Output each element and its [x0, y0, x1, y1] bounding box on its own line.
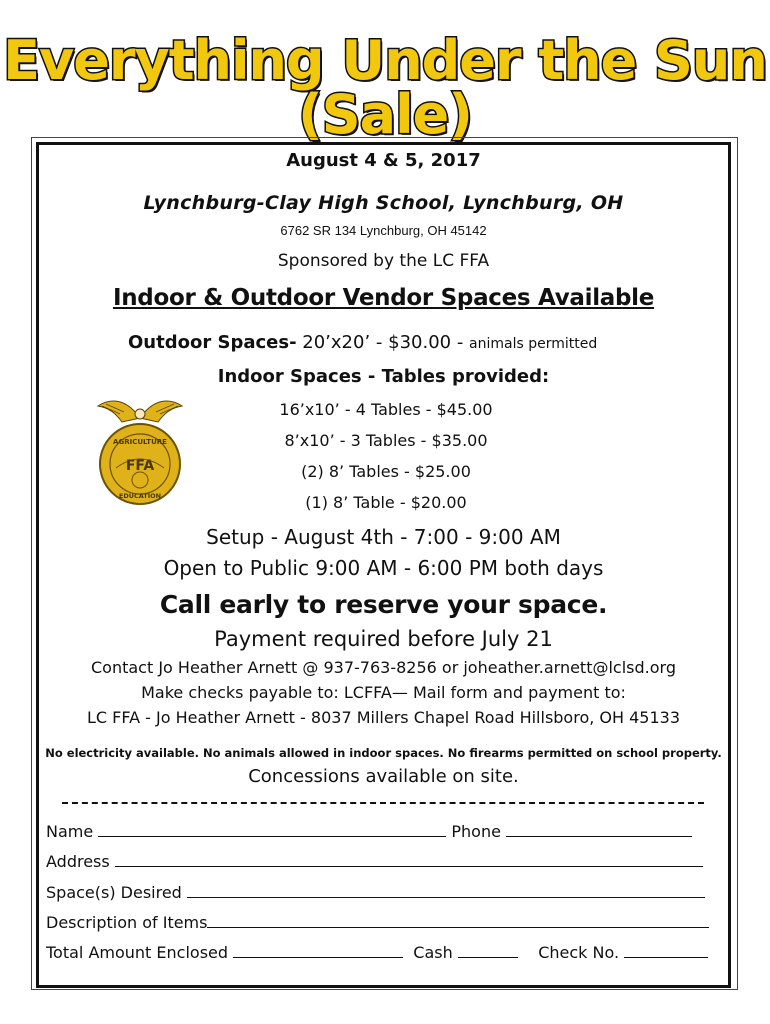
vendor-heading: Indoor & Outdoor Vendor Spaces Available [112, 285, 655, 311]
event-school: Lynchburg-Clay High School, Lynchburg, OH [143, 192, 624, 214]
emblem-bottom-text: EDUCATION [118, 492, 162, 500]
emblem-center-text: FFA [125, 458, 155, 474]
table-option: 16’x10’ - 4 Tables - $45.00 [279, 400, 493, 419]
form-row-total [46, 943, 708, 962]
phone-field[interactable] [506, 822, 692, 837]
name-field[interactable] [98, 822, 446, 837]
headline-title: Everything Under the Sun (Sale) [3, 29, 767, 146]
indoor-heading: Indoor Spaces - Tables provided: [217, 366, 550, 387]
rules-warning: No electricity available. No animals allowed in indoor spaces. No firearms permitted on school property. [45, 746, 722, 760]
ffa-emblem-icon [96, 392, 184, 512]
outdoor-spaces [128, 332, 597, 353]
mail-address: LC FFA - Jo Heather Arnett - 8037 Millers Chapel Road Hillsboro, OH 45133 [86, 708, 681, 727]
check-field[interactable] [624, 943, 708, 958]
emblem-top-text: AGRICULTURE [113, 438, 167, 446]
outdoor-note: animals permitted [469, 336, 598, 352]
event-sponsor: Sponsored by the LC FFA [277, 251, 490, 271]
table-option: 8’x10’ - 3 Tables - $35.00 [284, 431, 488, 450]
open-hours: Open to Public 9:00 AM - 6:00 PM both days [163, 556, 604, 580]
cut-line [62, 802, 704, 804]
spaces-label: Space(s) Desired [46, 883, 182, 902]
form-row-description [46, 913, 709, 932]
table-option: (1) 8’ Table - $20.00 [305, 493, 467, 512]
cash-field[interactable] [458, 943, 518, 958]
payment-deadline: Payment required before July 21 [214, 627, 553, 651]
total-field[interactable] [233, 943, 403, 958]
form-row-spaces [46, 883, 705, 902]
name-label: Name [46, 822, 94, 841]
event-date: August 4 & 5, 2017 [286, 150, 481, 171]
form-row-address [46, 852, 703, 871]
form-row-name [46, 822, 692, 841]
spaces-field[interactable] [187, 883, 705, 898]
address-field[interactable] [115, 852, 703, 867]
address-label: Address [46, 852, 110, 871]
checks-info: Make checks payable to: LCFFA— Mail form and payment to: [141, 683, 626, 702]
table-option: (2) 8’ Tables - $25.00 [301, 462, 471, 481]
outdoor-label: Outdoor Spaces- [128, 332, 297, 353]
description-label: Description of Items [46, 913, 208, 932]
concessions-note: Concessions available on site. [248, 766, 519, 787]
contact-info: Contact Jo Heather Arnett @ 937-763-8256 or joheather.arnett@lclsd.org [91, 658, 676, 677]
phone-label: Phone [451, 822, 501, 841]
check-label: Check No. [538, 943, 620, 962]
event-address: 6762 SR 134 Lynchburg, OH 45142 [280, 223, 487, 238]
call-to-action: Call early to reserve your space. [159, 590, 608, 619]
setup-time: Setup - August 4th - 7:00 - 9:00 AM [206, 525, 561, 549]
cash-label: Cash [413, 943, 453, 962]
description-field[interactable] [207, 913, 709, 928]
total-label: Total Amount Enclosed [46, 943, 229, 962]
outdoor-detail: 20’x20’ - $30.00 - [296, 332, 470, 353]
